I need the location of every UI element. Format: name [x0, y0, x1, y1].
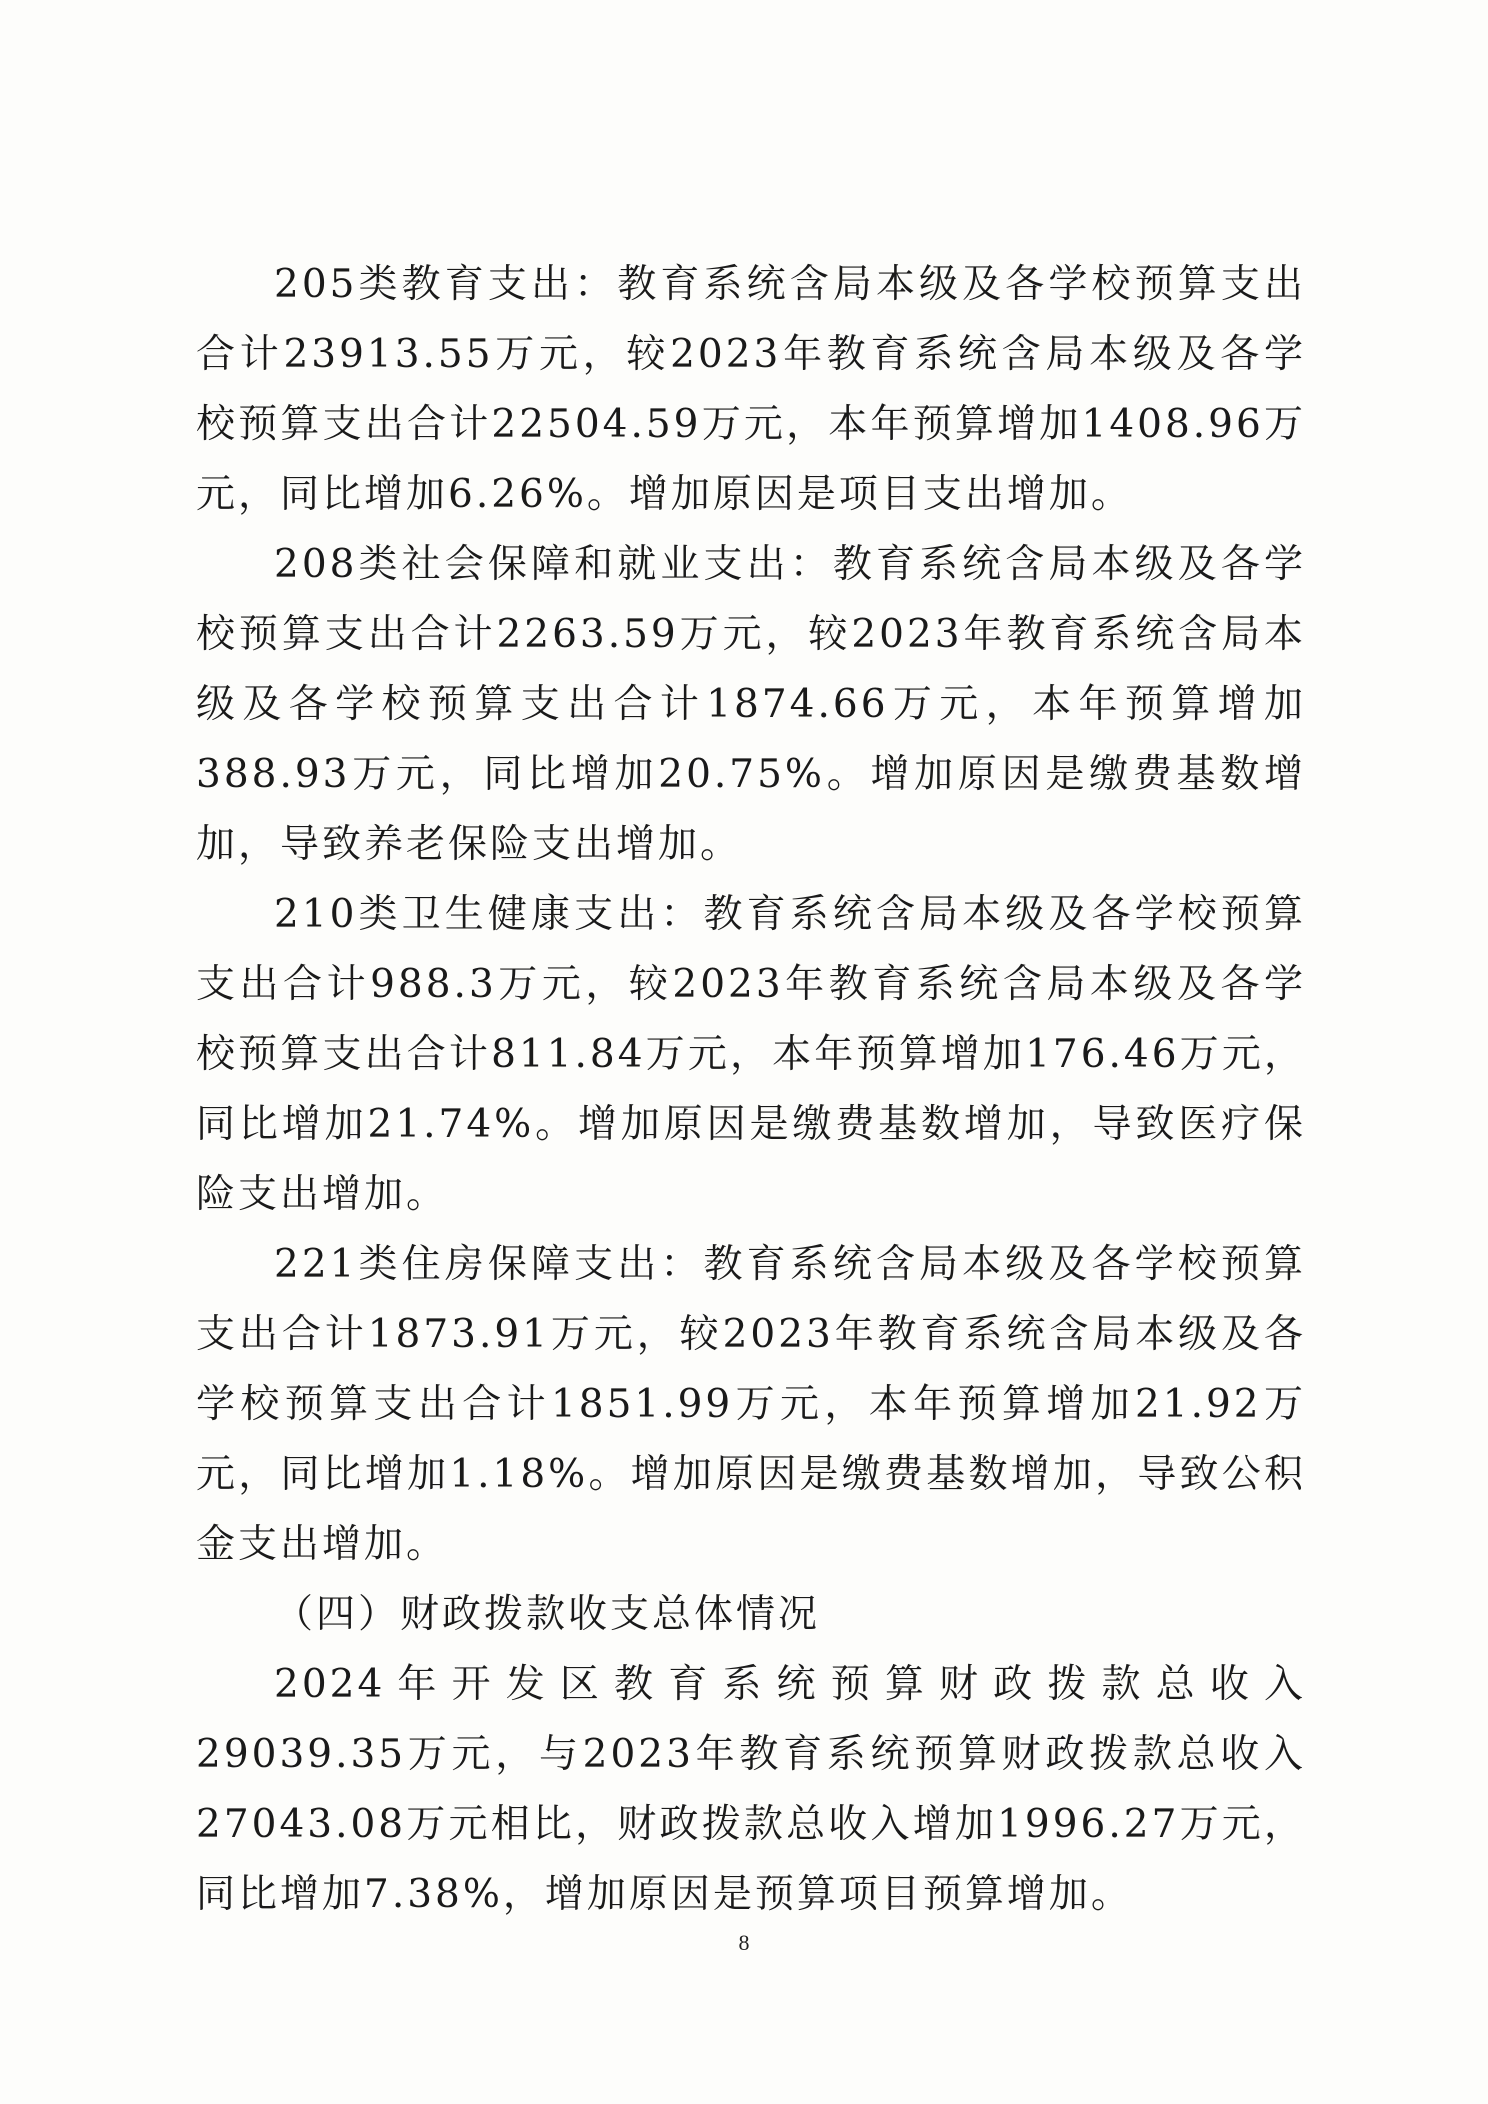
document-body — [196, 250, 1306, 1930]
paragraph-education-expenditure: 205类教育支出：教育系统含局本级及各学校预算支出合计23913.55万元，较2023年教育系统含局本级及各学校预算支出合计22504.59万元，本年预算增加1408.96万元，同比增加6.26%。增加原因是项目支出增加。 — [196, 262, 1306, 517]
paragraph-housing-expenditure: 221类住房保障支出：教育系统含局本级及各学校预算支出合计1873.91万元，较2023年教育系统含局本级及各学校预算支出合计1851.99万元，本年预算增加21.92万元，同比增加1.18%。增加原因是缴费基数增加，导致公积金支出增加。 — [196, 1242, 1306, 1567]
section-heading: （四）财政拨款收支总体情况 — [274, 1592, 821, 1637]
paragraph-health-expenditure: 210类卫生健康支出：教育系统含局本级及各学校预算支出合计988.3万元，较2023年教育系统含局本级及各学校预算支出合计811.84万元，本年预算增加176.46万元，同比增加21.74%。增加原因是缴费基数增加，导致医疗保险支出增加。 — [196, 892, 1306, 1217]
page-number: 8 — [738, 1930, 750, 1955]
paragraph-fiscal-appropriation: 2024年开发区教育系统预算财政拨款总收入29039.35万元，与2023年教育系统预算财政拨款总收入27043.08万元相比，财政拨款总收入增加1996.27万元，同比增加7.38%，增加原因是预算项目预算增加。 — [196, 1662, 1306, 1917]
paragraph-social-security-expenditure: 208类社会保障和就业支出：教育系统含局本级及各学校预算支出合计2263.59万元，较2023年教育系统含局本级及各学校预算支出合计1874.66万元，本年预算增加388.93万元，同比增加20.75%。增加原因是缴费基数增加，导致养老保险支出增加。 — [196, 542, 1306, 867]
